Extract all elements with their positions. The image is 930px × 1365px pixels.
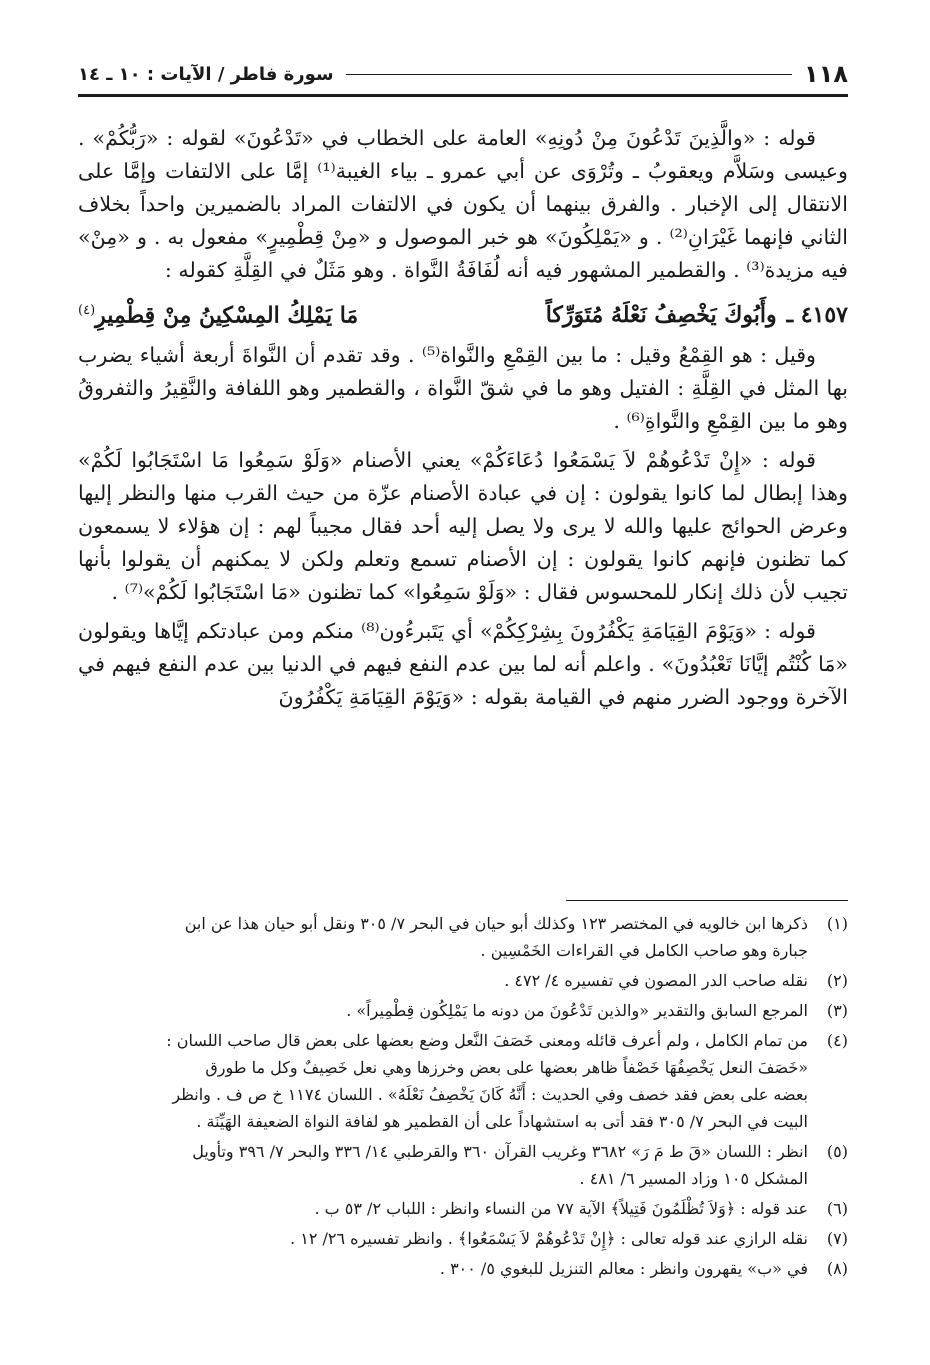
- footnote-text: [78, 910, 808, 964]
- footnote-line: المرجع السابق والتقدير «والذين تَدْعُونَ من دونه ما يَمْلِكُون قِطْمِيراً» .: [346, 1001, 808, 1020]
- header-rule: [346, 74, 792, 75]
- paragraph-1: قوله : «والَّذِينَ تَدْعُونَ مِنْ دُونِهِ» العامة على الخطاب في «تَدْعُونَ» لقوله : «رَبُّكُمْ» . وعيسى وسَلاَّم ويعقوبُ ـ وتُرْوَى عن أبي عمرو ـ بياء الغيبة⁽¹⁾ إمَّا على الالتفات وإمَّا على الانتقال إلى الإخبار . والفرق بينهما أن يكون في الالتفات المراد بالضميرين واحداً بخلاف الثاني فإنهما غَيْرَانِ⁽²⁾ . و «يَمْلِكُونَ» هو خبر الموصول و «مِنْ قِطْمِيرٍ» مفعول به . و «مِنْ» فيه مزيدة⁽³⁾ . والقطمير المشهور فيه أنه لُفَافَةُ النَّواة . وهو مَثَلٌ في القِلَّةِ كقوله :: [78, 126, 848, 282]
- footnote-number: (٤): [826, 1031, 848, 1050]
- footnote-line: في «ب» يقهرون وانظر : معالم التنزيل للبغوي ٥/ ٣٠٠ .: [439, 1259, 808, 1278]
- footnote-number: (٦): [826, 1199, 848, 1218]
- footnote-separator: [566, 900, 848, 901]
- footnote-number: (٨): [826, 1259, 848, 1278]
- paragraph-3: قوله : «إِنْ تَدْعُوهُمْ لاَ يَسْمَعُوا دُعَاءَكُمْ» يعني الأصنام «وَلَوْ سَمِعُوا مَا اسْتَجَابُوا لَكُمْ» وهذا إبطال لما كانوا يقولون : إن في عبادة الأصنام عزّة من حيث القرب منها والنظر إليها وعرض الحوائج عليها والله لا يرى ولا يصل إليه أحد فقال مجيباً لهم : إن هؤلاء لا يسمعون كما تظنون فإنهم كانوا يقولون : إن الأصنام تسمع وتعلم ولكن لا يمكنهم أن يقولوا بأنها تجيب لأن ذلك إنكار للمحسوس فقال : «وَلَوْ سَمِعُوا» كما تظنون «مَا اسْتَجَابُوا لَكُمْ»⁽⁷⁾ .: [78, 448, 848, 605]
- running-header: [78, 54, 848, 97]
- verse-number: ٤١٥٧ ـ: [786, 302, 848, 329]
- footnote-text: [78, 1027, 808, 1135]
- footnote-text: [78, 997, 808, 1024]
- paragraph-2: وقيل : هو القِمْعُ وقيل : ما بين القِمْعِ والنَّواة⁽⁵⁾ . وقد تقدم أن النَّواةَ أربعة أشياء يضرب بها المثل في القِلَّةِ : الفتيل وهو ما في شقّ النَّواة ، والقطمير وهو اللفافة والنَّقِيرُ والثفروقُ وهو ما بين القِمْعِ والنَّواةِ⁽⁶⁾ .: [78, 343, 848, 434]
- paragraph-4: قوله : «وَيَوْمَ القِيَامَةِ يَكْفُرُونَ بِشِرْكِكُمْ» أي يَتَبرءُون⁽⁸⁾ منكم ومن عبادتكم إيَّاها ويقولون «مَا كُنْتُم إيَّانَا تَعْبُدُونَ» . واعلم أنه لما بين عدم النفع فيهم في الدنيا بين عدم النفع فيهم في الآخرة ووجود الضرر منهم في القيامة بقوله : «وَيَوْمَ القِيَامَةِ يَكْفُرُونَ: [78, 619, 848, 710]
- verse-hemistich-second: [78, 293, 427, 333]
- footnote-1: [78, 910, 848, 964]
- footnote-text: [78, 1195, 808, 1222]
- footnotes: [78, 910, 848, 1285]
- footnote-number: (٥): [826, 1142, 848, 1161]
- footnote-number: (٣): [826, 1001, 848, 1020]
- footnote-text: [78, 1255, 808, 1282]
- verse-footnote-ref: (٤): [78, 303, 96, 318]
- footnote-line: جبارة وهو صاحب الكامل في القراءات الخَمْسِين .: [480, 941, 808, 960]
- footnote-2: [78, 967, 848, 994]
- footnote-number: (٧): [826, 1229, 848, 1248]
- footnote-line: ذكرها ابن خالويه في المختصر ١٢٣ وكذلك أبو حيان في البحر ٧/ ٣٠٥ ونقل أبو حيان هذا عن ابن: [184, 914, 808, 933]
- footnote-line: عند قوله : ﴿وَلاَ تُظْلَمُونَ فَتِيلاً﴾ الآية ٧٧ من النساء وانظر : اللباب ٢/ ٥٣ ب .: [314, 1199, 808, 1218]
- footnote-text: [78, 967, 808, 994]
- footnote-line: نقله صاحب الدر المصون في تفسيره ٤/ ٤٧٢ .: [504, 971, 808, 990]
- footnote-number: (١): [826, 914, 848, 933]
- footnote-4: [78, 1027, 848, 1135]
- footnote-text: [78, 1138, 808, 1192]
- verse-hemistich-second-text: مَا يَمْلِكُ المِسْكِينُ مِنْ قِطْمِيرِ: [95, 302, 359, 329]
- poetry-verse: [78, 293, 848, 333]
- footnote-line: من تمام الكامل ، ولم أعرف قائله ومعنى خَصَفَ النَّعل وضع بعضها على بعض قال صاحب اللسان :: [166, 1031, 808, 1050]
- footnote-5: [78, 1138, 848, 1192]
- footnote-line: بعضه على بعض فقد خصف وفي الحديث : أَنَّهُ كَانَ يَخْصِفُ نَعْلَهُ» . اللسان ١١٧٤ خ ص ف . وانظر: [172, 1085, 808, 1104]
- footnote-7: [78, 1225, 848, 1252]
- footnote-line: المشكل ١٠٥ وزاد المسير ٦/ ٤٨١ .: [579, 1169, 808, 1188]
- page-number: ١١٨: [804, 60, 848, 88]
- footnote-8: [78, 1255, 848, 1282]
- footnote-number: (٢): [826, 971, 848, 990]
- footnote-line: انظر : اللسان «قَ ط مَ رَ» ٣٦٨٢ وغريب القرآن ٣٦٠ والقرطبي ١٤/ ٣٣٦ والبحر ٧/ ٣٩٦ وتأويل: [192, 1142, 808, 1161]
- footnote-line: «خَصَفَ النعل يَخْصِفُهَا خَصْفاً ظاهر بعضها على بعض وخرزها وهي نعل خَصِيفٌ وكل ما طورق: [205, 1058, 808, 1077]
- main-text: [78, 122, 848, 720]
- footnote-text: [78, 1225, 808, 1252]
- footnote-line: نقله الرازي عند قوله تعالى : ﴿إِنْ تَدْعُوهُمْ لاَ يَسْمَعُوا﴾ . وانظر تفسيره ٢٦/ ١٢ .: [290, 1229, 808, 1248]
- header-title: سورة فاطر / الآيات : ١٠ ـ ١٤: [78, 63, 334, 85]
- footnote-3: [78, 997, 848, 1024]
- verse-hemistich-first: وأَبُوكَ يَخْصِفُ نَعْلَهُ مُتَوَرِّكاً: [545, 302, 777, 329]
- footnote-6: [78, 1195, 848, 1222]
- footnote-line: البيت في البحر ٧/ ٣٠٥ فقد أتى به استشهاداً على أن القطمير هو لفافة النواة الضعيفة الهَيِّنَة .: [196, 1112, 808, 1131]
